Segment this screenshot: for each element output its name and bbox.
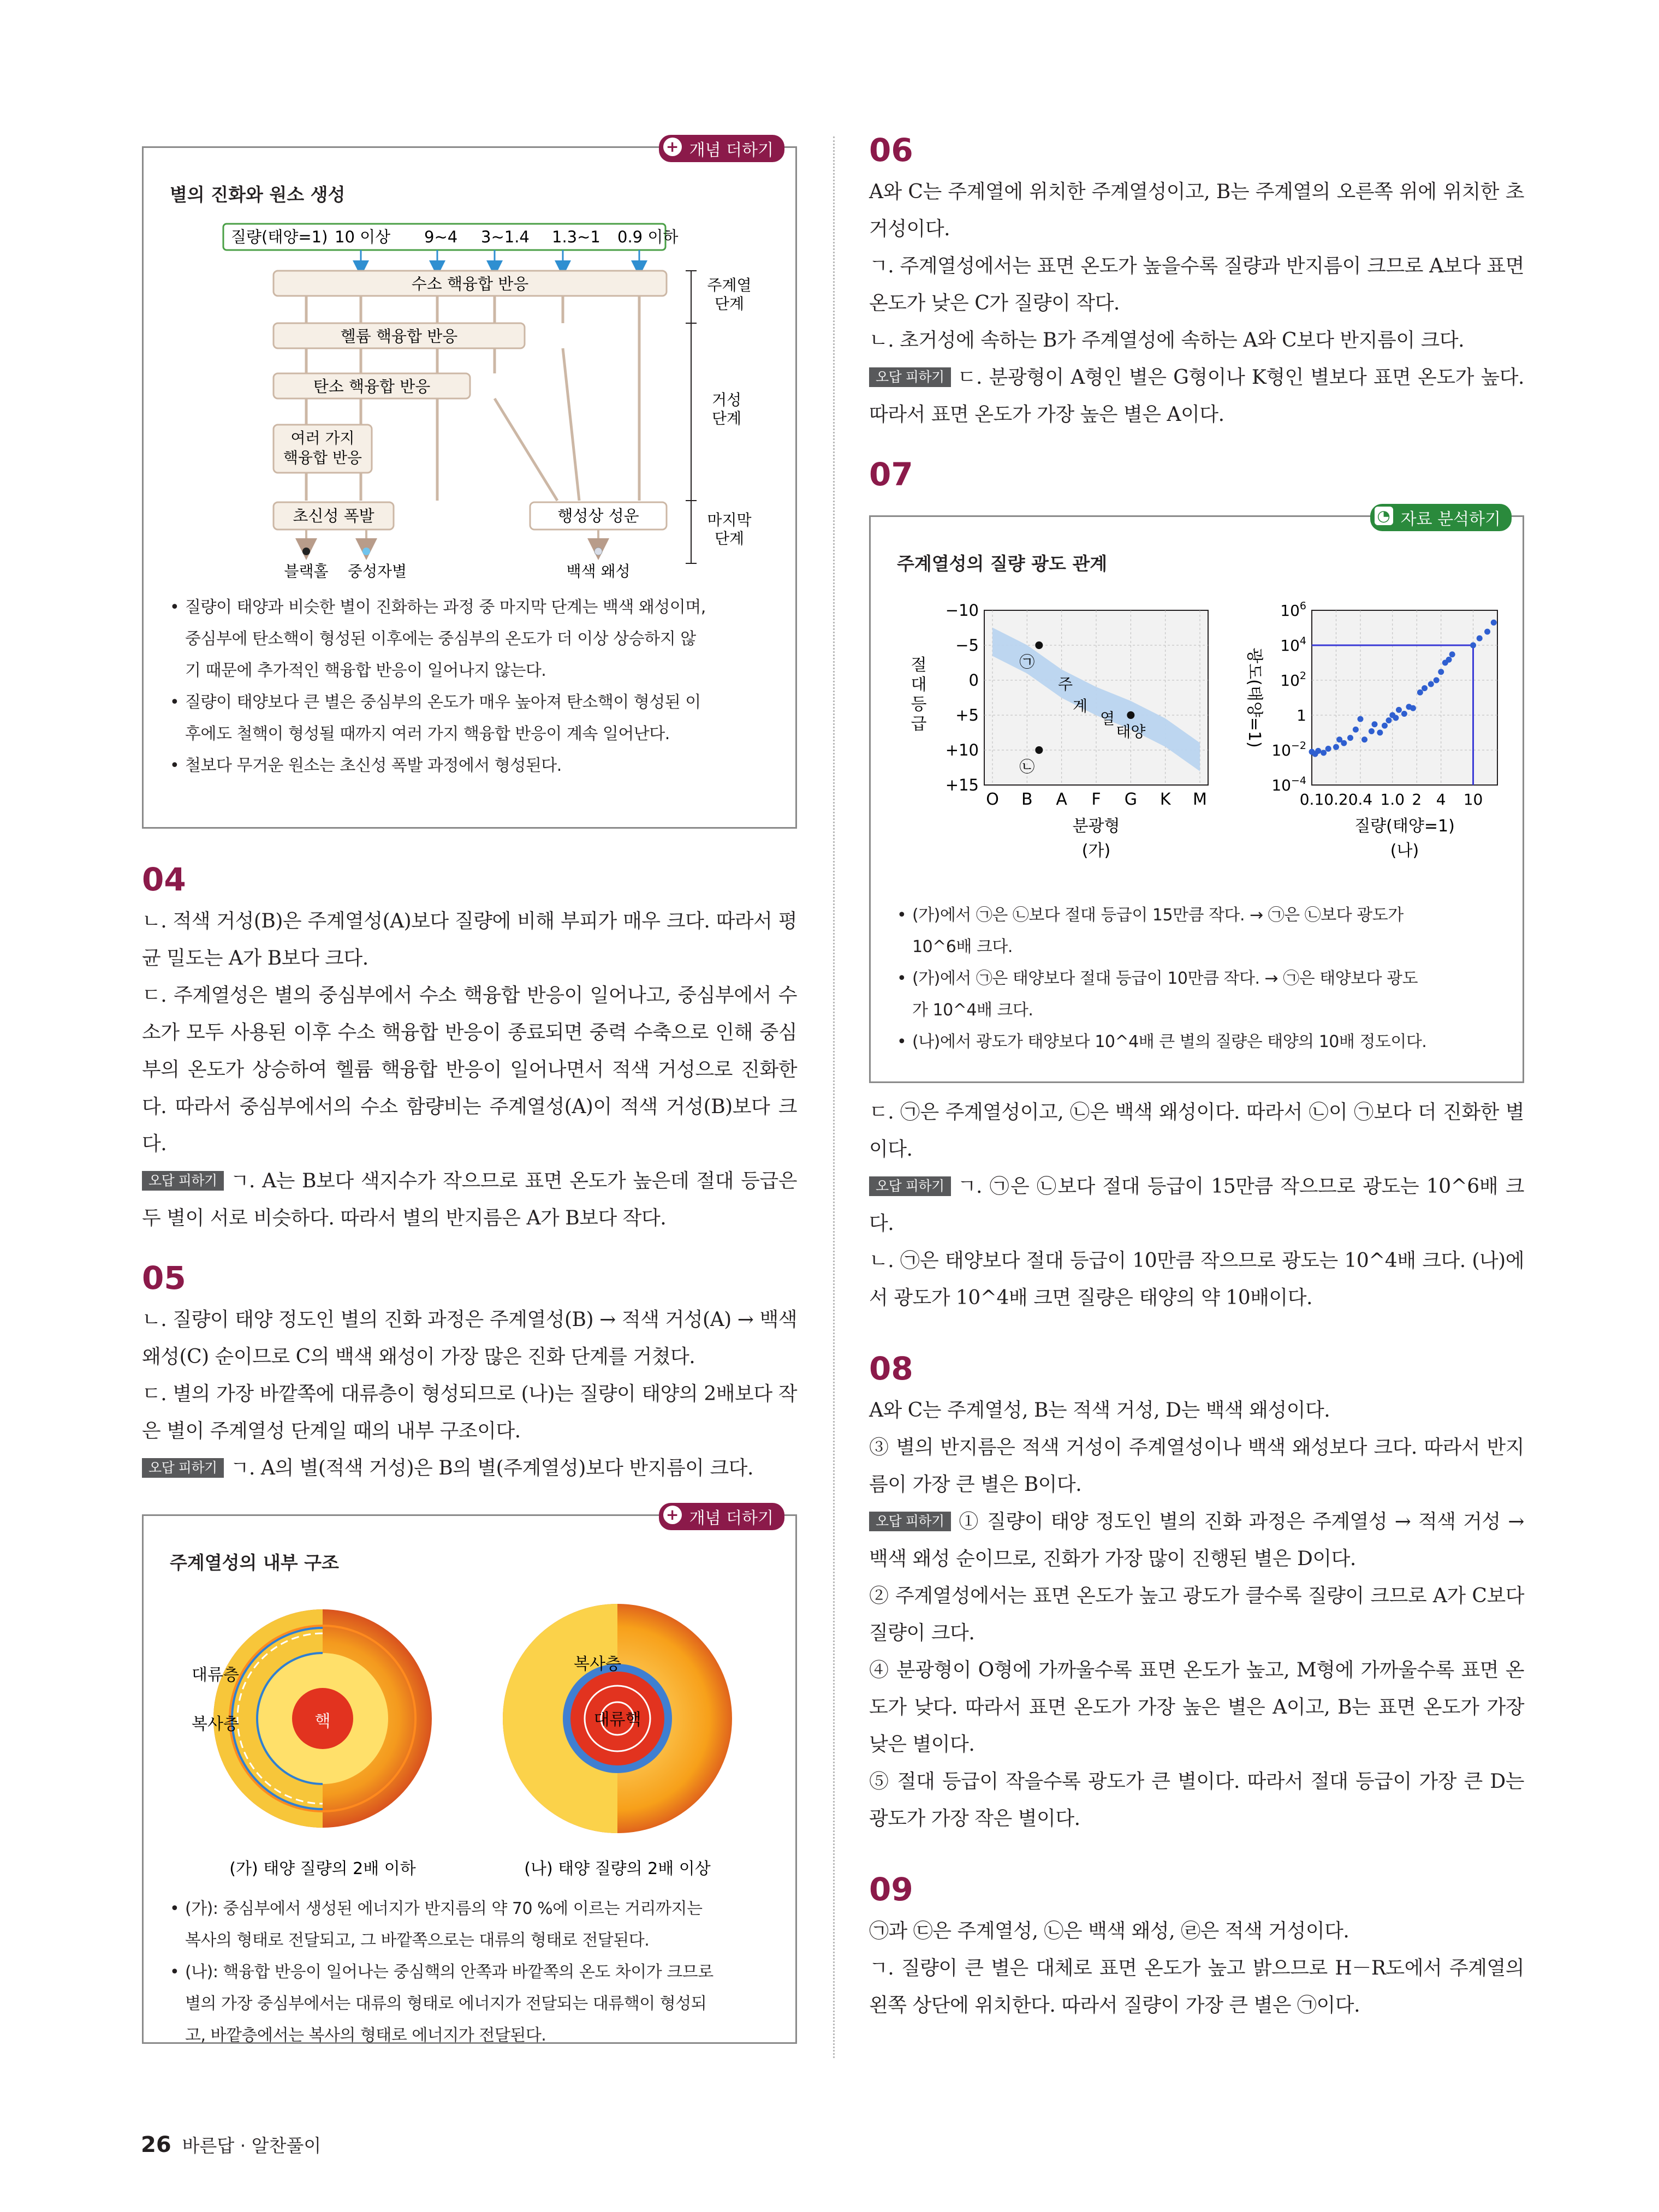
section-number: 06 [869, 132, 913, 169]
hr-ylabel-4: 급 [911, 715, 927, 734]
reaction-helium: 헬륨 핵융합 반응 [340, 327, 458, 346]
x-tick-label: 0.4 [1348, 790, 1373, 808]
label-a-radiation: 복사층 [192, 1715, 239, 1734]
data-point [1484, 629, 1490, 635]
data-point [1347, 735, 1353, 741]
mass-luminosity-chart [1245, 600, 1497, 860]
paragraph: A와 C는 주계열성, B는 적색 거성, D는 백색 왜성이다. [869, 1399, 1330, 1422]
stage-main-2: 단계 [714, 295, 745, 313]
data-point [1369, 728, 1375, 734]
paragraph: ㄴ. 초거성에 속하는 B가 주계열성에 속하는 A와 C보다 반지름이 크다. [869, 329, 1465, 352]
data-point [1438, 669, 1444, 675]
column-divider [833, 136, 835, 2058]
x-tick-label: 4 [1436, 790, 1446, 808]
data-point [1035, 641, 1043, 649]
stage-giant-1: 거성 [711, 391, 742, 409]
star-structure-diagram [170, 1582, 770, 1888]
y-tick-label: 0 [968, 671, 979, 689]
planetary-nebula-label: 행성상 성운 [557, 507, 639, 525]
data-point [1321, 750, 1327, 756]
stage-main-1: 주계열 [707, 276, 752, 294]
stage-final-1: 마지막 [707, 511, 752, 529]
ml-ylabel: 광도(태양=1) [1245, 647, 1264, 748]
data-point [1470, 643, 1476, 649]
stage-final-2: 단계 [714, 530, 745, 548]
caption-a: (가) 태양 질량의 2배 이하 [229, 1859, 416, 1878]
evolution-bullet-1: • 질량이 태양과 비슷한 별이 진화하는 과정 중 마지막 단계는 백색 왜성이며, 중심부에 탄소핵이 형성된 이후에는 중심부의 온도가 더 이상 상승하지 않 기 때문에 추가적인 핵융합 반응이 일어나지 않는다. [170, 592, 772, 687]
caption-b: (나) 태양 질량의 2배 이상 [524, 1859, 711, 1878]
label-a-convection: 대류층 [192, 1666, 239, 1685]
y-tick-label: $10^2$ [1280, 670, 1306, 689]
data-point [1325, 746, 1331, 752]
x-tick-label: B [1021, 790, 1033, 809]
stage-giant-2: 단계 [711, 409, 742, 427]
data-point [1434, 677, 1440, 683]
hr-chart [911, 601, 1208, 860]
section-06 [869, 131, 1524, 433]
data-badge: ◔ 자료 분석하기 [1370, 504, 1512, 531]
data-point [1410, 705, 1416, 711]
data-point [1315, 748, 1321, 754]
plus-icon: + [663, 1506, 682, 1524]
paragraph: ㉠과 ㉢은 주계열성, ㉡은 백색 왜성, ㉣은 적색 거성이다. [869, 1920, 1349, 1942]
end-white-dwarf: 백색 왜성 [566, 562, 631, 580]
x-tick-label: M [1193, 790, 1207, 809]
data-point [1449, 651, 1455, 657]
paragraph: ㄱ. 질량이 큰 별은 대체로 표면 온도가 높고 밝으므로 H－R도에서 주계열의 왼쪽 상단에 위치한다. 따라서 질량이 가장 큰 별은 ㉠이다. [869, 1957, 1524, 2017]
y-tick-label: −10 [945, 601, 979, 620]
paragraph: ⑤ 절대 등급이 작을수록 광도가 큰 별이다. 따라서 절대 등급이 가장 큰 D는 광도가 가장 작은 별이다. [869, 1770, 1524, 1830]
mass-3: 3~1.4 [481, 228, 530, 246]
point-label: ㉠ [1019, 653, 1035, 671]
chart-bullet-2: • (가)에서 ㉠은 태양보다 절대 등급이 10만큼 작다. → ㉠은 태양보다 광도 가 10^4배 크다. [897, 963, 1500, 1026]
y-tick-label: $10^6$ [1280, 600, 1306, 620]
x-tick-label: K [1159, 790, 1171, 809]
paragraph: ㄴ. 적색 거성(B)은 주계열성(A)보다 질량에 비해 부피가 매우 크다. 따라서 평균 밀도는 A가 B보다 크다. [142, 910, 797, 970]
data-point [1035, 746, 1043, 754]
hr-ylabel-2: 대 [911, 675, 927, 694]
paragraph: 오답 피하기 ㄱ. A의 별(적색 거성)은 B의 별(주계열성)보다 반지름이 크다. [142, 1450, 797, 1487]
paragraph: ④ 분광형이 O형에 가까울수록 표면 온도가 높고, M형에 가까울수록 표면 온도가 낮다. 따라서 표면 온도가 가장 높은 별은 A이고, B는 표면 온도가 가장 낮은 별이다. [869, 1659, 1524, 1756]
y-tick-label: 1 [1297, 706, 1306, 724]
reaction-carbon: 탄소 핵융합 반응 [313, 377, 431, 396]
black-hole-dot [302, 548, 310, 555]
page-footer [141, 2132, 321, 2157]
x-tick-label: O [986, 790, 999, 809]
star-b [503, 1604, 732, 1833]
data-point [1422, 685, 1428, 691]
paragraph: 오답 피하기 ㄱ. A는 B보다 색지수가 작으므로 표면 온도가 높은데 절대 등급은 두 별이 서로 비슷하다. 따라서 별의 반지름은 A가 B보다 작다. [142, 1170, 797, 1229]
page-number: 26 [141, 2132, 171, 2157]
y-tick-label: +5 [955, 706, 979, 724]
paragraph: ㄷ. 별의 가장 바깥쪽에 대류층이 형성되므로 (나)는 질량이 태양의 2배보다 작은 별이 주계열성 단계일 때의 내부 구조이다. [142, 1383, 797, 1442]
ml-xlabel: 질량(태양=1) [1354, 817, 1455, 836]
structure-bullet-1: • (가): 중심부에서 생성된 에너지가 반지름의 약 70 %에 이르는 거리까지는 복사의 형태로 전달되고, 그 바깥쪽으로는 대류의 형태로 전달된다. [170, 1893, 772, 1957]
data-point [1396, 707, 1402, 713]
paragraph: ㄷ. 주계열성은 별의 중심부에서 수소 핵융합 반응이 일어나고, 중심부에서 수소가 모두 사용된 이후 수소 핵융합 반응이 종료되면 중력 수축으로 인해 중심부의 온도가 상승하여 헬륨 핵융합 반응이 일어나면서 적색 거성으로 진화한다. 따라서 중심부에서의 수소 함량비는 주계열성(A)이 적색 거성(B)보다 크다. [142, 984, 797, 1155]
mass-1: 10 이상 [335, 228, 391, 246]
data-point [1341, 740, 1347, 746]
paragraph: ㄴ. ㉠은 태양보다 절대 등급이 10만큼 작으므로 광도는 10^4배 크다. (나)에서 광도가 10^4배 크면 질량은 태양의 약 10배이다. [869, 1250, 1524, 1309]
paragraph: ㄴ. 질량이 태양 정도인 별의 진화 과정은 주계열성(B) → 적색 거성(A) → 백색 왜성(C) 순이므로 C의 백색 왜성이 가장 많은 진화 단계를 거쳤다. [142, 1309, 797, 1368]
concept-box-structure [142, 1506, 797, 2045]
ml-caption: (나) [1390, 841, 1419, 860]
data-point [1428, 681, 1434, 687]
x-tick-label: 0.2 [1324, 790, 1348, 808]
paragraph: 오답 피하기 ㄱ. ㉠은 ㉡보다 절대 등급이 15만큼 작으므로 광도는 10^6배 크다. [869, 1175, 1524, 1235]
wrong-answer-tag: 오답 피하기 [869, 1512, 951, 1531]
mass-5: 0.9 이하 [617, 228, 679, 246]
box-title: 별의 진화와 원소 생성 [170, 184, 346, 205]
wrong-answer-tag: 오답 피하기 [869, 1176, 951, 1196]
evolution-bullet-3: • 철보다 무거운 원소는 초신성 폭발 과정에서 형성된다. [170, 750, 772, 782]
chart-icon: ◔ [1375, 507, 1393, 525]
y-tick-label: −5 [955, 636, 979, 655]
paragraph: ㄷ. ㉠은 주계열성이고, ㉡은 백색 왜성이다. 따라서 ㉡이 ㉠보다 더 진화한 별이다. [869, 1101, 1524, 1161]
right-column [869, 131, 1524, 2024]
y-tick-label: $10^4$ [1280, 635, 1306, 655]
x-tick-label: G [1124, 790, 1137, 809]
structure-bullet-2: • (나): 핵융합 반응이 일어나는 중심핵의 안쪽과 바깥쪽의 온도 차이가 크므로 별의 가장 중심부에서는 대류의 형태로 에너지가 전달되는 대류핵이 형성되 고, 바깥층에서는 복사의 형태로 에너지가 전달된다. [170, 1957, 772, 2052]
paragraph: ③ 별의 반지름은 적색 거성이 주계열성이나 백색 왜성보다 크다. 따라서 반지름이 가장 큰 별은 B이다. [869, 1436, 1524, 1496]
section-09 [869, 1870, 1524, 2024]
supernova-label: 초신성 폭발 [293, 507, 374, 525]
band-label-2: 계 [1073, 697, 1088, 715]
chart-bullet-1: • (가)에서 ㉠은 ㉡보다 절대 등급이 15만큼 작다. → ㉠은 ㉡보다 광도가 10^6배 크다. [897, 900, 1500, 963]
mass-luminosity-charts [897, 583, 1503, 889]
data-point [1477, 635, 1483, 641]
data-point [1446, 657, 1452, 663]
band-label-1: 주 [1058, 675, 1073, 693]
x-tick-label: 10 [1463, 790, 1483, 808]
reaction-multi-2: 핵융합 반응 [283, 449, 362, 467]
hr-caption: (가) [1081, 841, 1111, 860]
hr-xlabel: 분광형 [1072, 817, 1120, 836]
concept-badge: + 개념 더하기 [659, 1503, 784, 1530]
section-number: 08 [869, 1350, 913, 1387]
data-point [1491, 620, 1497, 626]
wrong-answer-tag: 오답 피하기 [142, 1171, 224, 1191]
hr-ylabel-1: 절 [911, 656, 927, 675]
plus-icon: + [663, 138, 682, 156]
white-dwarf-dot [594, 548, 602, 555]
left-column [142, 131, 797, 2044]
data-point [1401, 711, 1407, 717]
star-a [192, 1609, 432, 1828]
concept-badge: + 개념 더하기 [659, 135, 784, 162]
end-neutron-star: 중성자별 [347, 562, 407, 580]
data-point [1371, 721, 1377, 727]
label-a-core: 핵 [314, 1712, 331, 1731]
y-tick-label: +10 [945, 741, 979, 759]
point-label: ㉡ [1019, 758, 1035, 776]
hr-ylabel-3: 등 [911, 695, 927, 714]
label-b-convective-core: 대류핵 [593, 1710, 641, 1729]
paragraph: A와 C는 주계열에 위치한 주계열성이고, B는 주계열의 오른쪽 위에 위치한 초거성이다. [869, 181, 1524, 240]
concept-box-evolution [142, 138, 797, 829]
y-tick-label: $10^{-2}$ [1271, 740, 1306, 759]
reaction-hydrogen: 수소 핵융합 반응 [411, 275, 529, 293]
section-07 [869, 455, 1524, 1317]
data-point [1357, 716, 1363, 722]
section-number: 05 [142, 1259, 186, 1297]
data-point [1353, 727, 1359, 733]
data-point [1333, 744, 1339, 750]
section-number: 07 [869, 456, 913, 493]
book-title: 바른답 · 알찬풀이 [182, 2135, 322, 2156]
data-point [1127, 711, 1134, 719]
section-08 [869, 1349, 1524, 1838]
x-tick-label: 0.1 [1299, 790, 1324, 808]
mass-2: 9~4 [424, 228, 458, 246]
mass-label: 질량(태양=1) [231, 228, 328, 246]
data-point [1382, 723, 1388, 729]
paragraph: ② 주계열성에서는 표면 온도가 높고 광도가 클수록 질량이 크므로 A가 C보다 질량이 크다. [869, 1585, 1524, 1644]
y-tick-label: +15 [945, 776, 979, 794]
evolution-diagram [181, 214, 781, 585]
x-tick-label: A [1056, 790, 1067, 809]
wrong-answer-tag: 오답 피하기 [142, 1458, 224, 1478]
data-point [1377, 730, 1383, 736]
band-label-3: 열 [1100, 710, 1115, 728]
data-point [1417, 689, 1423, 695]
data-analysis-box [869, 507, 1524, 1083]
box-title: 주계열성의 질량 광도 관계 [897, 553, 1108, 574]
end-black-hole: 블랙홀 [284, 562, 329, 580]
data-point [1386, 717, 1392, 723]
data-point [1361, 736, 1367, 742]
section-number: 09 [869, 1871, 913, 1908]
mass-4: 1.3~1 [552, 228, 600, 246]
box-title: 주계열성의 내부 구조 [170, 1552, 339, 1573]
x-tick-label: F [1091, 790, 1101, 809]
section-number: 04 [142, 861, 186, 898]
section-05 [142, 1259, 797, 1487]
point-label: 태양 [1116, 723, 1146, 741]
x-tick-label: 2 [1412, 790, 1422, 808]
y-tick-label: $10^{-4}$ [1271, 775, 1306, 794]
x-tick-label: 1.0 [1380, 790, 1405, 808]
neutron-star-dot [362, 548, 370, 555]
data-point [1393, 715, 1399, 721]
wrong-answer-tag: 오답 피하기 [869, 367, 951, 387]
paragraph: ㄱ. 주계열성에서는 표면 온도가 높을수록 질량과 반지름이 크므로 A보다 표면 온도가 낮은 C가 질량이 작다. [869, 255, 1524, 314]
label-b-radiation: 복사층 [574, 1655, 621, 1674]
chart-bullet-3: • (나)에서 광도가 태양보다 10^4배 큰 별의 질량은 태양의 10배 정도이다. [897, 1026, 1500, 1058]
paragraph: 오답 피하기 ① 질량이 태양 정도인 별의 진화 과정은 주계열성 → 적색 거성 → 백색 왜성 순이므로, 진화가 가장 많이 진행된 별은 D이다. [869, 1511, 1524, 1570]
reaction-multi-1: 여러 가지 [290, 429, 355, 447]
section-04 [142, 860, 797, 1237]
evolution-bullet-2: • 질량이 태양보다 큰 별은 중심부의 온도가 매우 높아져 탄소핵이 형성된 이 후에도 철핵이 형성될 때까지 여러 가지 핵융합 반응이 계속 일어난다. [170, 687, 772, 750]
paragraph: 오답 피하기 ㄷ. 분광형이 A형인 별은 G형이나 K형인 별보다 표면 온도가 높다. 따라서 표면 온도가 가장 높은 별은 A이다. [869, 366, 1524, 426]
